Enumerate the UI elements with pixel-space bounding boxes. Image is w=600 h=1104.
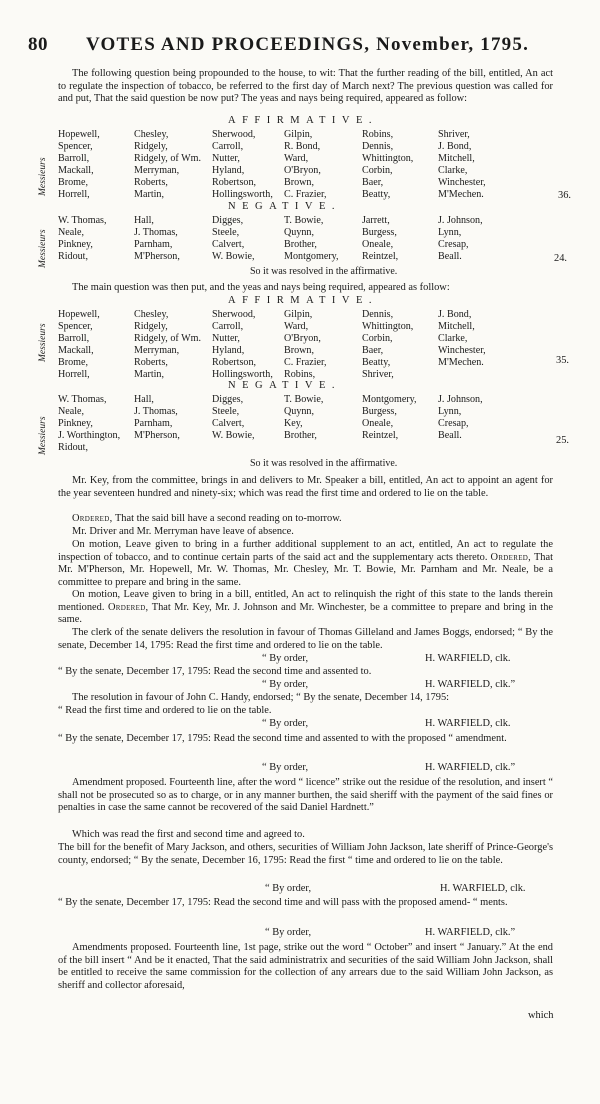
paragraph-handy-read-first: “ Read the first time and ordered to lie on the table.: [58, 705, 272, 716]
committee-text: That Mr. M'Pherson, Mr. Hopewell, Mr. W. Thomas, Mr. Chesley, Mr. T. Bowie, Mr. Parnham and Mr. Neale, be a committee to prepare and bring in the same.: [58, 551, 553, 588]
member-name: Beatty,: [362, 189, 391, 201]
member-name: Ridgely,: [134, 321, 168, 333]
member-name: W. Bowie,: [212, 430, 255, 442]
member-name: Digges,: [212, 394, 244, 405]
vote-row: [58, 418, 508, 430]
messieurs-label-2b: Messieurs: [38, 416, 48, 455]
vote-row: [58, 333, 508, 345]
member-name: [284, 442, 362, 454]
member-name: Robins,: [284, 369, 316, 381]
member-name: Martin,: [134, 369, 164, 381]
member-name: Hopewell,: [58, 129, 100, 140]
paragraph-senate-dec17-1: “ By the senate, December 17, 1795: Read the second time and assented to.: [58, 666, 372, 677]
paragraph-relinquish-lands: [58, 589, 553, 627]
member-name: Montgomery,: [362, 394, 417, 405]
paragraph-read-agreed: Which was read the first and second time and agreed to.: [72, 829, 305, 840]
committee-text: That Mr. Key, Mr. J. Johnson and Mr. Winchester, be a committee to prepare and bring in the same.: [58, 601, 553, 626]
member-name: Neale,: [58, 227, 85, 239]
member-name: Calvert,: [212, 418, 245, 430]
member-name: Burgess,: [362, 406, 397, 418]
member-name: Dennis,: [362, 309, 394, 320]
member-name: Ward,: [284, 321, 309, 333]
member-name: Brome,: [58, 357, 88, 369]
messieurs-label-1b: Messieurs: [38, 229, 48, 268]
motion-text: On motion, Leave given to bring in a further additional supplement to an act, entitled, An act to regulate the inspection of tobacco, and to continue certain parts of the said act and the supplementary acts thereto.: [58, 539, 553, 563]
member-name: Pinkney,: [58, 418, 93, 430]
vote1-affirmative-count: 36.: [558, 190, 571, 201]
member-name: O'Bryon,: [284, 165, 321, 177]
member-name: Digges,: [212, 215, 244, 226]
negative-heading-1: NEGATIVE.: [228, 201, 342, 212]
page-number: 80: [28, 34, 48, 55]
member-name: J. Bond,: [438, 141, 472, 153]
member-name: Mitchell,: [438, 321, 475, 333]
member-name: Parnham,: [134, 239, 173, 251]
member-name: Oneale,: [362, 418, 394, 430]
affirmative-heading-2: AFFIRMATIVE.: [228, 295, 379, 306]
member-name: Dennis,: [362, 141, 394, 153]
vote-row: [58, 165, 508, 177]
clerk-signature-1: H. WARFIELD, clk.: [425, 653, 511, 664]
member-name: M'Pherson,: [134, 251, 180, 263]
vote-row: [58, 239, 508, 251]
vote2-result: So it was resolved in the affirmative.: [250, 458, 398, 469]
member-name: Lynn,: [438, 406, 462, 418]
member-name: Roberts,: [134, 357, 168, 369]
member-name: Burgess,: [362, 227, 397, 239]
paragraph-ordered-second-reading: [58, 513, 553, 526]
member-name: Chesley,: [134, 129, 169, 140]
vote1-negative-count: 24.: [554, 253, 567, 264]
member-name: J. Worthington,: [58, 430, 121, 442]
ordered-label: Ordered,: [72, 513, 113, 524]
vote2-affirmative-count: 35.: [556, 355, 569, 366]
member-name: Steele,: [212, 406, 240, 418]
member-name: W. Thomas,: [58, 394, 107, 405]
member-name: Spencer,: [58, 141, 93, 153]
member-name: Brother,: [284, 430, 317, 442]
vote2-negative-table: [58, 394, 508, 454]
by-order-6: “ By order,: [265, 927, 312, 938]
member-name: Nutter,: [212, 333, 240, 345]
member-name: Hyland,: [212, 345, 245, 357]
by-order-2: “ By order,: [262, 679, 309, 690]
member-name: Corbin,: [362, 333, 393, 345]
member-name: [134, 442, 212, 454]
member-name: C. Frazier,: [284, 357, 327, 369]
member-name: M'Mechen.: [438, 357, 484, 369]
by-order-1: “ By order,: [262, 653, 309, 664]
member-name: Merryman,: [134, 345, 180, 357]
clerk-signature-3: H. WARFIELD, clk.: [425, 718, 511, 729]
member-name: Carroll,: [212, 141, 244, 153]
member-name: Clarke,: [438, 165, 468, 177]
main-question-paragraph: The main question was then put, and the yeas and nays being required, appeared as follow:: [72, 282, 450, 293]
clerk-signature-4: H. WARFIELD, clk.”: [425, 762, 516, 773]
member-name: [438, 442, 508, 454]
member-name: Barroll,: [58, 333, 90, 345]
member-name: [438, 369, 508, 381]
member-name: Winchester,: [438, 177, 486, 189]
vote-row: [58, 129, 508, 141]
member-name: Ward,: [284, 153, 309, 165]
vote2-negative-count: 25.: [556, 435, 569, 446]
member-name: Beall.: [438, 251, 462, 263]
member-name: Barroll,: [58, 153, 90, 165]
member-name: Robertson,: [212, 357, 257, 369]
member-name: Robins,: [362, 129, 394, 140]
member-name: Spencer,: [58, 321, 93, 333]
member-name: Martin,: [134, 189, 164, 201]
vote-row: [58, 189, 508, 201]
member-name: Hollingsworth,: [212, 189, 273, 201]
member-name: M'Mechen.: [438, 189, 484, 201]
vote-row: [58, 251, 508, 263]
member-name: Ridgely,: [134, 141, 168, 153]
member-name: Quynn,: [284, 227, 315, 239]
vote1-result: So it was resolved in the affirmative.: [250, 266, 398, 277]
member-name: [212, 442, 284, 454]
member-name: Beatty,: [362, 357, 391, 369]
member-name: [362, 442, 438, 454]
vote-row: [58, 141, 508, 153]
by-order-4: “ By order,: [262, 762, 309, 773]
ordered-text: That the said bill have a second reading on to-morrow.: [114, 513, 342, 524]
member-name: Neale,: [58, 406, 85, 418]
messieurs-label-2a: Messieurs: [38, 323, 48, 362]
member-name: Montgomery,: [284, 251, 339, 263]
page-title: VOTES AND PROCEEDINGS, November, 1795.: [86, 34, 530, 55]
member-name: J. Thomas,: [134, 406, 178, 418]
member-name: M'Pherson,: [134, 430, 180, 442]
member-name: Beall.: [438, 430, 462, 442]
member-name: Ridout,: [58, 251, 89, 263]
vote-row: [58, 321, 508, 333]
paragraph-senate-dec17-2: “ By the senate, December 17, 1795: Read the second time and assented to with the proposed “ amendment.: [58, 733, 507, 744]
vote-row: [58, 430, 508, 442]
vote2-affirmative-table: [58, 309, 508, 382]
paragraph-gilleland-boggs: The clerk of the senate delivers the resolution in favour of Thomas Gilleland and James Boggs, endorsed; “ By the senate, December 14, 1795: Read the first time and ordered to lie on the table.: [58, 627, 553, 651]
member-name: Brother,: [284, 239, 317, 251]
member-name: Chesley,: [134, 309, 169, 320]
member-name: Mackall,: [58, 165, 94, 177]
paragraph-leave-absence: Mr. Driver and Mr. Merryman have leave of absence.: [72, 526, 294, 537]
member-name: Quynn,: [284, 406, 315, 418]
member-name: Pinkney,: [58, 239, 93, 251]
clerk-signature-2: H. WARFIELD, clk.”: [425, 679, 516, 690]
motion-text: On motion, Leave given to bring in a bill, entitled, An act to relinquish the right of this state to the lands therein mentioned.: [58, 589, 553, 613]
member-name: Ridgely, of Wm.: [134, 153, 202, 165]
member-name: J. Johnson,: [438, 394, 483, 405]
vote-row: [58, 394, 508, 406]
member-name: Reintzel,: [362, 430, 399, 442]
member-name: Lynn,: [438, 227, 462, 239]
member-name: Whittington,: [362, 153, 414, 165]
paragraph-amendments-jackson: Amendments proposed. Fourteenth line, 1st page, strike out the word “ October” and insert “ January.” At the end of the bill insert “ And be it enacted, That the said administratrix and securities of the said William John Jackson, shall be entitled to receive the same commission for the collection of any arrears due to the said William John Jackson, as sheriff and collector aforesaid,: [58, 942, 553, 991]
member-name: Cresap,: [438, 418, 469, 430]
affirmative-heading-1: AFFIRMATIVE.: [228, 115, 379, 126]
member-name: W. Bowie,: [212, 251, 255, 263]
member-name: J. Thomas,: [134, 227, 178, 239]
ordered-label: Ordered,: [490, 551, 532, 563]
paragraph-tobacco-supplement: [58, 539, 553, 589]
member-name: Horrell,: [58, 369, 90, 381]
member-name: R. Bond,: [284, 141, 321, 153]
member-name: Shriver,: [438, 129, 470, 140]
member-name: Calvert,: [212, 239, 245, 251]
vote-row: [58, 442, 508, 454]
member-name: Baer,: [362, 177, 384, 189]
clerk-signature-6: H. WARFIELD, clk.”: [425, 927, 516, 938]
vote-row: [58, 357, 508, 369]
member-name: Shriver,: [362, 369, 394, 381]
member-name: Brome,: [58, 177, 88, 189]
member-name: Ridgely, of Wm.: [134, 333, 202, 345]
member-name: Hyland,: [212, 165, 245, 177]
member-name: Gilpin,: [284, 309, 313, 320]
paragraph-handy-resolution: The resolution in favour of John C. Handy, endorsed; “ By the senate, December 14, 1795:: [72, 692, 450, 703]
member-name: Mitchell,: [438, 153, 475, 165]
vote-row: [58, 227, 508, 239]
vote-row: [58, 345, 508, 357]
paragraph-amendment-licence: Amendment proposed. Fourteenth line, after the word “ licence” strike out the residue of the resolution, and insert “ shall not be prosecuted so as to charge, or in any manner burthen, the said sheriff with the payment of the said fines or penalties in case the same cannot be recovered of the said Daniel Hardnett.”: [58, 777, 553, 814]
member-name: Gilpin,: [284, 129, 313, 140]
member-name: Horrell,: [58, 189, 90, 201]
negative-heading-2: NEGATIVE.: [228, 380, 342, 391]
member-name: Roberts,: [134, 177, 168, 189]
member-name: Carroll,: [212, 321, 244, 333]
member-name: Sherwood,: [212, 309, 256, 320]
member-name: Cresap,: [438, 239, 469, 251]
member-name: J. Bond,: [438, 309, 472, 320]
vote-row: [58, 177, 508, 189]
vote1-affirmative-table: [58, 129, 508, 202]
vote-row: [58, 215, 508, 227]
member-name: Steele,: [212, 227, 240, 239]
member-name: Clarke,: [438, 333, 468, 345]
member-name: Baer,: [362, 345, 384, 357]
ordered-label: Ordered,: [107, 601, 149, 613]
member-name: T. Bowie,: [284, 394, 324, 405]
vote-row: [58, 153, 508, 165]
member-name: Reintzel,: [362, 251, 399, 263]
member-name: Winchester,: [438, 345, 486, 357]
member-name: Jarrett,: [362, 215, 390, 226]
member-name: Parnham,: [134, 418, 173, 430]
page-header: [28, 34, 548, 56]
paragraph-key-bill: Mr. Key, from the committee, brings in and delivers to Mr. Speaker a bill, entitled, An act to appoint an agent for the year seventeen hundred and ninety-six; which was read the first time and ordered to lie on the table.: [58, 475, 553, 499]
member-name: Key,: [284, 418, 303, 430]
member-name: Robertson,: [212, 177, 257, 189]
member-name: W. Thomas,: [58, 215, 107, 226]
member-name: Merryman,: [134, 165, 180, 177]
catchword: which: [528, 1010, 554, 1021]
member-name: Oneale,: [362, 239, 394, 251]
vote-row: [58, 406, 508, 418]
member-name: Whittington,: [362, 321, 414, 333]
intro-paragraph: The following question being propounded to the house, to wit: That the further reading of the bill, entitled, An act to regulate the inspection of tobacco, be referred to the first day of March next? The previous question was called for and put, That the said question be now put? The yeas and nays being required, appeared as follow:: [58, 68, 553, 105]
member-name: J. Johnson,: [438, 215, 483, 226]
member-name: Hall,: [134, 394, 154, 405]
member-name: Brown,: [284, 345, 315, 357]
member-name: Mackall,: [58, 345, 94, 357]
by-order-5: “ By order,: [265, 883, 312, 894]
vote-row: [58, 309, 508, 321]
messieurs-label-1a: Messieurs: [38, 157, 48, 196]
member-name: O'Bryon,: [284, 333, 321, 345]
clerk-signature-5: H. WARFIELD, clk.: [440, 883, 526, 894]
member-name: Hollingsworth,: [212, 369, 273, 381]
member-name: Brown,: [284, 177, 315, 189]
member-name: Corbin,: [362, 165, 393, 177]
paragraph-mary-jackson-bill: The bill for the benefit of Mary Jackson, and others, securities of William John Jackson, late sheriff of Prince-George's county, endorsed; “ By the senate, December 16, 1795: Read the first “ time and ordered to lie on the table.: [58, 842, 553, 866]
member-name: Nutter,: [212, 153, 240, 165]
paragraph-senate-dec17-3: “ By the senate, December 17, 1795: Read the second time and will pass with the proposed amend- “ ments.: [58, 897, 508, 908]
member-name: Hall,: [134, 215, 154, 226]
member-name: Hopewell,: [58, 309, 100, 320]
member-name: Sherwood,: [212, 129, 256, 140]
member-name: C. Frazier,: [284, 189, 327, 201]
vote1-negative-table: [58, 215, 508, 263]
by-order-3: “ By order,: [262, 718, 309, 729]
member-name: Ridout,: [58, 442, 89, 454]
member-name: T. Bowie,: [284, 215, 324, 226]
